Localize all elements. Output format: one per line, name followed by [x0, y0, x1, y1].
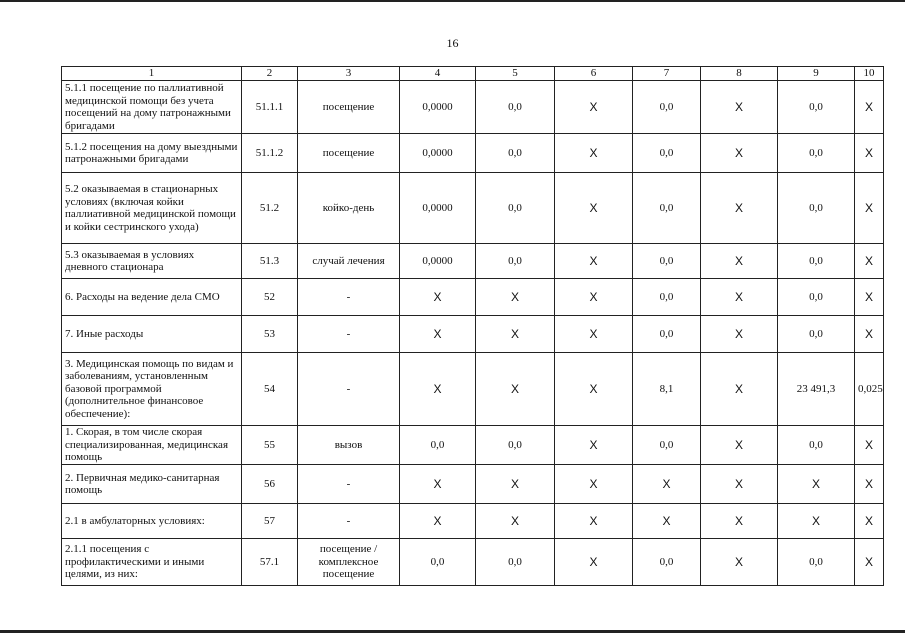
value-cell: 0,0 — [633, 279, 701, 316]
value-cell: 0,0 — [476, 81, 555, 134]
table-row — [62, 539, 884, 586]
column-header: 3 — [298, 67, 400, 81]
row-name-cell: 3. Медицинская помощь по видам и заболеваниям, установленным базовой программой (дополнительное финансовое обеспечение): — [62, 353, 242, 426]
row-unit-cell: койко-день — [298, 173, 400, 244]
row-name-cell: 5.1.1 посещение по паллиативной медицинской помощи без учета посещений на дому патронажными бригадами — [62, 81, 242, 134]
table-row — [62, 353, 884, 426]
value-cell: 0,0000 — [400, 81, 476, 134]
row-unit-cell: посещение — [298, 81, 400, 134]
value-cell: 0,0 — [778, 134, 855, 173]
value-cell: X — [701, 279, 778, 316]
value-cell: X — [400, 353, 476, 426]
row-code-cell: 53 — [242, 316, 298, 353]
table-header-row — [62, 67, 884, 81]
value-cell: X — [555, 279, 633, 316]
table-row — [62, 504, 884, 539]
value-cell: 0,0000 — [400, 134, 476, 173]
value-cell: 0,0 — [400, 539, 476, 586]
row-name-cell: 6. Расходы на ведение дела СМО — [62, 279, 242, 316]
column-header: 1 — [62, 67, 242, 81]
row-code-cell: 54 — [242, 353, 298, 426]
value-cell: X — [701, 426, 778, 465]
value-cell: X — [855, 134, 884, 173]
row-unit-cell: - — [298, 504, 400, 539]
value-cell: 0,0 — [778, 316, 855, 353]
value-cell: X — [855, 504, 884, 539]
value-cell: X — [701, 81, 778, 134]
value-cell: X — [555, 81, 633, 134]
value-cell: X — [701, 504, 778, 539]
column-header: 6 — [555, 67, 633, 81]
row-code-cell: 55 — [242, 426, 298, 465]
row-unit-cell: посещение — [298, 134, 400, 173]
value-cell: 0,0 — [633, 81, 701, 134]
value-cell: 0,0 — [476, 539, 555, 586]
value-cell: 0,0 — [633, 426, 701, 465]
column-header: 4 — [400, 67, 476, 81]
value-cell: X — [701, 539, 778, 586]
column-header: 9 — [778, 67, 855, 81]
value-cell: X — [476, 279, 555, 316]
value-cell: 0,0 — [633, 316, 701, 353]
value-cell: X — [701, 244, 778, 279]
value-cell: X — [555, 465, 633, 504]
value-cell: 0,0 — [400, 426, 476, 465]
value-cell: X — [701, 353, 778, 426]
value-cell: X — [476, 353, 555, 426]
value-cell: X — [555, 134, 633, 173]
row-unit-cell: - — [298, 316, 400, 353]
column-header: 8 — [701, 67, 778, 81]
value-cell: 0,0 — [633, 134, 701, 173]
row-code-cell: 51.1.2 — [242, 134, 298, 173]
value-cell: 0,0 — [633, 244, 701, 279]
value-cell: X — [701, 465, 778, 504]
value-cell: 0,0000 — [400, 173, 476, 244]
value-cell: X — [555, 353, 633, 426]
row-code-cell: 51.2 — [242, 173, 298, 244]
table-row — [62, 465, 884, 504]
value-cell: 23 491,3 — [778, 353, 855, 426]
value-cell: 0,0 — [778, 173, 855, 244]
value-cell: X — [701, 316, 778, 353]
table-row — [62, 316, 884, 353]
row-unit-cell: случай лечения — [298, 244, 400, 279]
value-cell: 0,0 — [778, 426, 855, 465]
value-cell: X — [778, 465, 855, 504]
value-cell: 0,0 — [778, 539, 855, 586]
data-table — [61, 66, 884, 586]
value-cell: X — [855, 173, 884, 244]
row-unit-cell: вызов — [298, 426, 400, 465]
row-name-cell: 2.1 в амбулаторных условиях: — [62, 504, 242, 539]
row-unit-cell: - — [298, 353, 400, 426]
value-cell: 0,0 — [778, 244, 855, 279]
value-cell: 0,0 — [778, 81, 855, 134]
row-code-cell: 56 — [242, 465, 298, 504]
row-name-cell: 5.3 оказываемая в условиях дневного стационара — [62, 244, 242, 279]
column-header: 7 — [633, 67, 701, 81]
row-name-cell: 1. Скорая, в том числе скорая специализированная, медицинская помощь — [62, 426, 242, 465]
value-cell: X — [633, 465, 701, 504]
value-cell: 0,0 — [476, 244, 555, 279]
row-name-cell: 2.1.1 посещения с профилактическими и иными целями, из них: — [62, 539, 242, 586]
value-cell: X — [701, 173, 778, 244]
value-cell: X — [555, 426, 633, 465]
value-cell: X — [400, 465, 476, 504]
value-cell: X — [855, 539, 884, 586]
value-cell: X — [778, 504, 855, 539]
row-unit-cell: - — [298, 465, 400, 504]
column-header: 2 — [242, 67, 298, 81]
value-cell: X — [555, 316, 633, 353]
table-row — [62, 81, 884, 134]
value-cell: 0,0000 — [400, 244, 476, 279]
value-cell: X — [555, 504, 633, 539]
value-cell: X — [633, 504, 701, 539]
row-name-cell: 2. Первичная медико-санитарная помощь — [62, 465, 242, 504]
value-cell: X — [855, 81, 884, 134]
column-header: 5 — [476, 67, 555, 81]
table-row — [62, 173, 884, 244]
value-cell: X — [855, 316, 884, 353]
table-row — [62, 134, 884, 173]
value-cell: 0,0 — [633, 539, 701, 586]
value-cell: 0,0 — [476, 426, 555, 465]
bottom-border-line — [0, 630, 905, 633]
value-cell: X — [855, 426, 884, 465]
top-border-line — [0, 0, 905, 2]
row-unit-cell: посещение / комплексное посещение — [298, 539, 400, 586]
value-cell: 0,025 — [855, 353, 884, 426]
value-cell: 0,0 — [778, 279, 855, 316]
row-name-cell: 5.1.2 посещения на дому выездными патронажными бригадами — [62, 134, 242, 173]
value-cell: 0,0 — [476, 134, 555, 173]
row-code-cell: 51.3 — [242, 244, 298, 279]
value-cell: X — [555, 244, 633, 279]
value-cell: X — [400, 279, 476, 316]
row-code-cell: 57.1 — [242, 539, 298, 586]
value-cell: X — [476, 316, 555, 353]
column-header: 10 — [855, 67, 884, 81]
value-cell: 0,0 — [476, 173, 555, 244]
table-row — [62, 426, 884, 465]
row-code-cell: 52 — [242, 279, 298, 316]
value-cell: 0,0 — [633, 173, 701, 244]
row-code-cell: 57 — [242, 504, 298, 539]
value-cell: X — [555, 539, 633, 586]
page-number: 16 — [446, 36, 459, 50]
table-row — [62, 244, 884, 279]
row-name-cell: 7. Иные расходы — [62, 316, 242, 353]
value-cell: X — [855, 244, 884, 279]
value-cell: X — [855, 279, 884, 316]
row-code-cell: 51.1.1 — [242, 81, 298, 134]
row-unit-cell: - — [298, 279, 400, 316]
table-row — [62, 279, 884, 316]
value-cell: X — [400, 316, 476, 353]
row-name-cell: 5.2 оказываемая в стационарных условиях (включая койки паллиативной медицинской помощи и койки сестринского ухода) — [62, 173, 242, 244]
value-cell: X — [476, 465, 555, 504]
value-cell: X — [555, 173, 633, 244]
value-cell: 8,1 — [633, 353, 701, 426]
value-cell: X — [476, 504, 555, 539]
value-cell: X — [701, 134, 778, 173]
value-cell: X — [855, 465, 884, 504]
value-cell: X — [400, 504, 476, 539]
